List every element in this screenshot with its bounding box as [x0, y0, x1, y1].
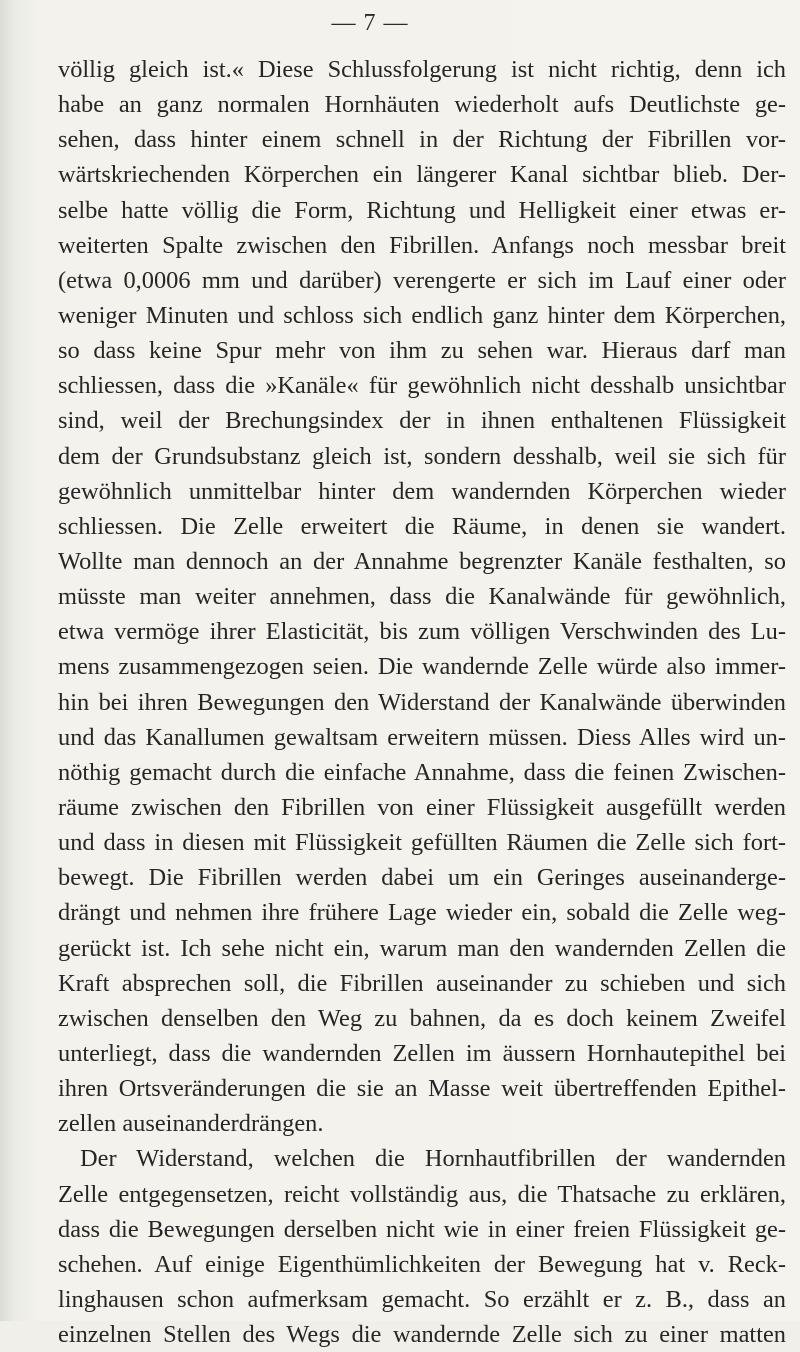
text-line: völlig gleich ist.« Diese Schlussfolgerung ist nicht richtig, denn ich: [58, 56, 786, 83]
text-line: Wollte man dennoch an der Annahme begrenzter Kanäle festhalten, so: [58, 547, 786, 575]
text-line: dass die Bewegungen derselben nicht wie in einer freien Flüssigkeit ge-: [58, 1215, 786, 1243]
text-line: etwa vermöge ihrer Elasticität, bis zum völligen Verschwinden des Lu-: [58, 618, 786, 646]
text-line: linghausen schon aufmerksam gemacht. So erzählt er z. B., dass an: [58, 1285, 786, 1313]
text-line: so dass keine Spur mehr von ihm zu sehen war. Hieraus darf man: [58, 337, 786, 365]
text-line: hin bei ihren Bewegungen den Widerstand der Kanalwände überwinden: [58, 688, 786, 716]
text-line: unterliegt, dass die wandernden Zellen im äussern Hornhautepithel bei: [58, 1039, 786, 1067]
text-line: einzelnen Stellen des Wegs die wandernde Zelle sich zu einer matten: [58, 1321, 786, 1349]
text-line: Zelle entgegensetzen, reicht vollständig aus, die Thatsache zu erklären,: [58, 1180, 786, 1208]
text-line: weniger Minuten und schloss sich endlich ganz hinter dem Körperchen,: [58, 301, 786, 329]
text-line: sehen, dass hinter einem schnell in der Richtung der Fibrillen vor-: [58, 126, 786, 154]
text-line: sind, weil der Brechungsindex der in ihnen enthaltenen Flüssigkeit: [58, 407, 786, 435]
text-line: (etwa 0,0006 mm und darüber) verengerte er sich im Lauf einer oder: [58, 266, 786, 294]
text-line: schliessen. Die Zelle erweitert die Räume, in denen sie wandert.: [58, 512, 786, 540]
text-line: dem der Grundsubstanz gleich ist, sondern desshalb, weil sie sich für: [58, 442, 786, 470]
text-line: ihren Ortsveränderungen die sie an Masse weit übertreffenden Epithel-: [58, 1075, 786, 1103]
text-line: schliessen, dass die »Kanäle« für gewöhnlich nicht desshalb unsichtbar: [58, 372, 786, 400]
text-line: gerückt ist. Ich sehe nicht ein, warum man den wandernden Zellen die: [58, 934, 786, 962]
text-line: gewöhnlich unmittelbar hinter dem wandernden Körperchen wieder: [58, 477, 786, 505]
text-line: mens zusammengezogen seien. Die wandernde Zelle würde also immer-: [58, 653, 786, 681]
text-line: bewegt. Die Fibrillen werden dabei um ein Geringes auseinanderge-: [58, 864, 786, 892]
text-line: zwischen denselben den Weg zu bahnen, da es doch keinem Zweifel: [58, 1004, 786, 1032]
text-line: und das Kanallumen gewaltsam erweitern müssen. Diess Alles wird un-: [58, 723, 786, 751]
page-number: — 7 —: [331, 10, 409, 36]
text-line: und dass in diesen mit Flüssigkeit gefüllten Räumen die Zelle sich fort-: [58, 829, 786, 857]
text-line: schehen. Auf einige Eigenthümlichkeiten der Bewegung hat v. Reck-: [58, 1250, 786, 1278]
text-line: räume zwischen den Fibrillen von einer Flüssigkeit ausgefüllt werden: [58, 793, 786, 821]
text-line: wärtskriechenden Körperchen ein längerer Kanal sichtbar blieb. Der-: [58, 161, 786, 189]
text-line: Der Widerstand, welchen die Hornhautfibrillen der wandernden: [80, 1145, 786, 1173]
text-line: müsste man weiter annehmen, dass die Kanalwände für gewöhnlich,: [58, 583, 786, 611]
body-text: [58, 52, 786, 1352]
text-line: selbe hatte völlig die Form, Richtung und Helligkeit einer etwas er-: [58, 196, 786, 224]
text-line: Kraft absprechen soll, die Fibrillen auseinander zu schieben und sich: [58, 969, 786, 997]
text-line: weiterten Spalte zwischen den Fibrillen. Anfangs noch messbar breit: [58, 231, 786, 259]
text-line: zellen auseinanderdrängen.: [58, 1110, 324, 1138]
text-line: nöthig gemacht durch die einfache Annahme, dass die feinen Zwischen-: [58, 758, 786, 786]
text-line: habe an ganz normalen Hornhäuten wiederholt aufs Deutlichste ge-: [58, 91, 786, 119]
text-line: drängt und nehmen ihre frühere Lage wieder ein, sobald die Zelle weg-: [58, 899, 786, 927]
